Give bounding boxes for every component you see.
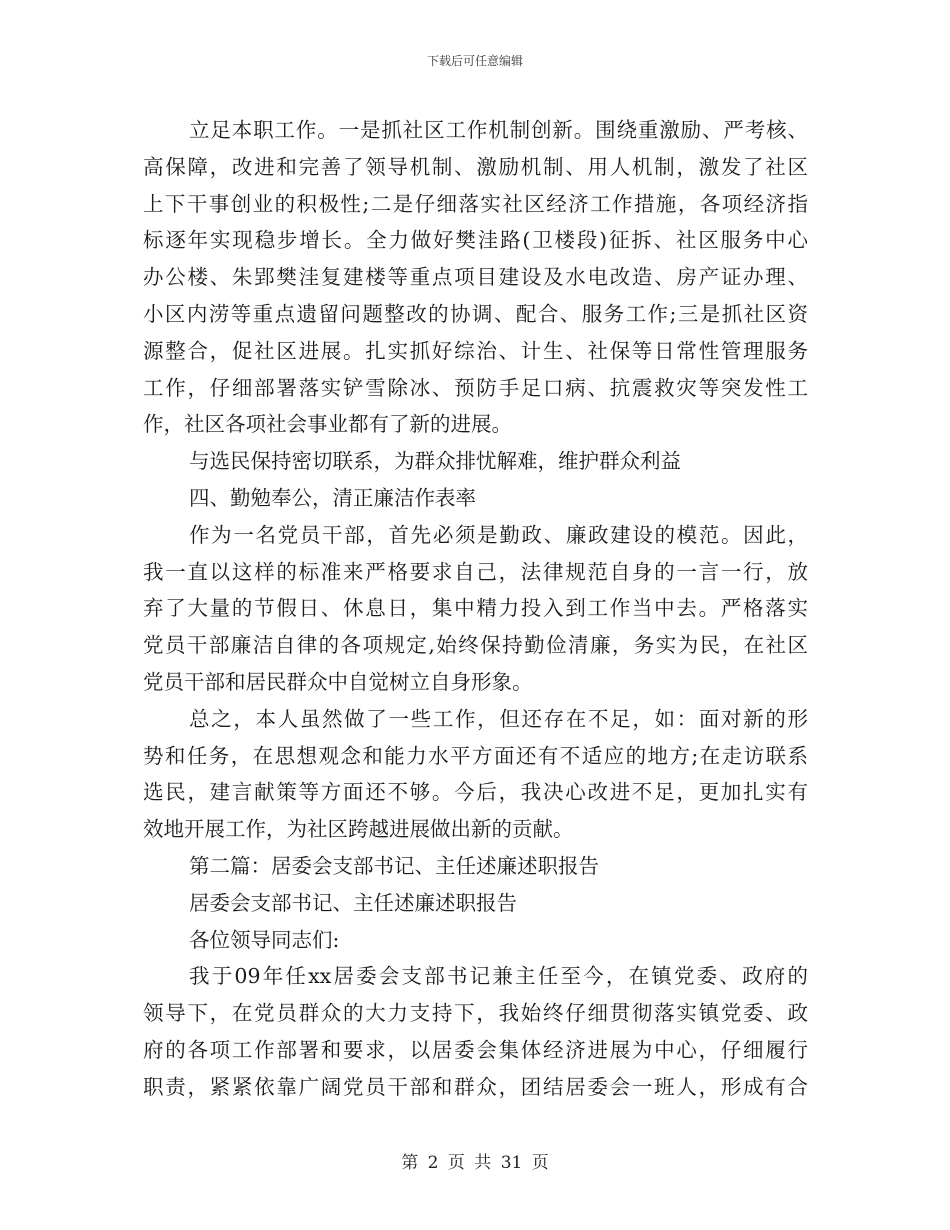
body-line: 效地开展工作，为社区跨越进展做出新的贡献。 (143, 817, 574, 842)
body-line: 府的各项工作部署和要求，以居委会集体经济进展为中心，仔细履行 (143, 1037, 808, 1062)
body-line: 高保障，改进和完善了领导机制、激励机制、用人机制，激发了社区 (143, 154, 808, 179)
document-body (143, 112, 808, 1106)
page-number: 第 2 页 共 31 页 (401, 1153, 549, 1173)
body-line: 上下干事创业的积极性;二是仔细落实社区经济工作措施，各项经济指 (143, 191, 808, 216)
body-line: 党员干部和居民群众中自觉树立自身形象。 (143, 669, 533, 694)
body-line: 职责，紧紧依靠广阔党员干部和群众，团结居委会一班人，形成有合 (143, 1074, 808, 1099)
report-title: 居委会支部书记、主任述廉述职报告 (189, 890, 517, 915)
body-line: 领导下，在党员群众的大力支持下，我始终仔细贯彻落实镇党委、政 (143, 1001, 808, 1026)
body-line: 源整合，促社区进展。扎实抓好综治、计生、社保等日常性管理服务 (143, 338, 808, 363)
body-line: 作为一名党员干部，首先必须是勤政、廉政建设的模范。因此， (189, 522, 808, 547)
body-line: 我于09年任xx居委会支部书记兼主任至今，在镇党委、政府的 (189, 964, 808, 989)
body-line: 小区内涝等重点遗留问题整改的协调、配合、服务工作;三是抓社区资 (143, 301, 808, 326)
section-heading: 四、勤勉奉公，清正廉洁作表率 (189, 485, 476, 510)
body-line: 工作，仔细部署落实铲雪除冰、预防手足口病、抗震救灾等突发性工 (143, 375, 808, 400)
page-header: 下载后可任意编辑 (426, 54, 523, 68)
body-line: 立足本职工作。一是抓社区工作机制创新。围绕重激励、严考核、 (189, 118, 808, 142)
body-line: 标逐年实现稳步增长。全力做好樊洼路(卫楼段)征拆、社区服务中心 (143, 228, 808, 253)
body-line: 作，社区各项社会事业都有了新的进展。 (143, 412, 512, 437)
salutation: 各位领导同志们: (189, 927, 340, 952)
body-line: 总之，本人虽然做了一些工作，但还存在不足，如：面对新的形 (189, 706, 808, 731)
chapter-title: 第二篇：居委会支部书记、主任述廉述职报告 (189, 853, 599, 878)
body-line: 党员干部廉洁自律的各项规定,始终保持勤俭清廉，务实为民，在社区 (143, 633, 808, 658)
body-line: 办公楼、朱郢樊洼复建楼等重点项目建设及水电改造、房产证办理、 (143, 265, 808, 290)
body-line: 选民，建言献策等方面还不够。今后，我决心改进不足，更加扎实有 (143, 780, 808, 805)
body-line: 与选民保持密切联系，为群众排忧解难，维护群众利益 (189, 449, 681, 474)
body-line: 势和任务，在思想观念和能力水平方面还有不适应的地方;在走访联系 (143, 743, 808, 768)
body-line: 我一直以这样的标准来严格要求自己，法律规范自身的一言一行，放 (143, 559, 808, 584)
body-line: 弃了大量的节假日、休息日，集中精力投入到工作当中去。严格落实 (143, 596, 808, 621)
